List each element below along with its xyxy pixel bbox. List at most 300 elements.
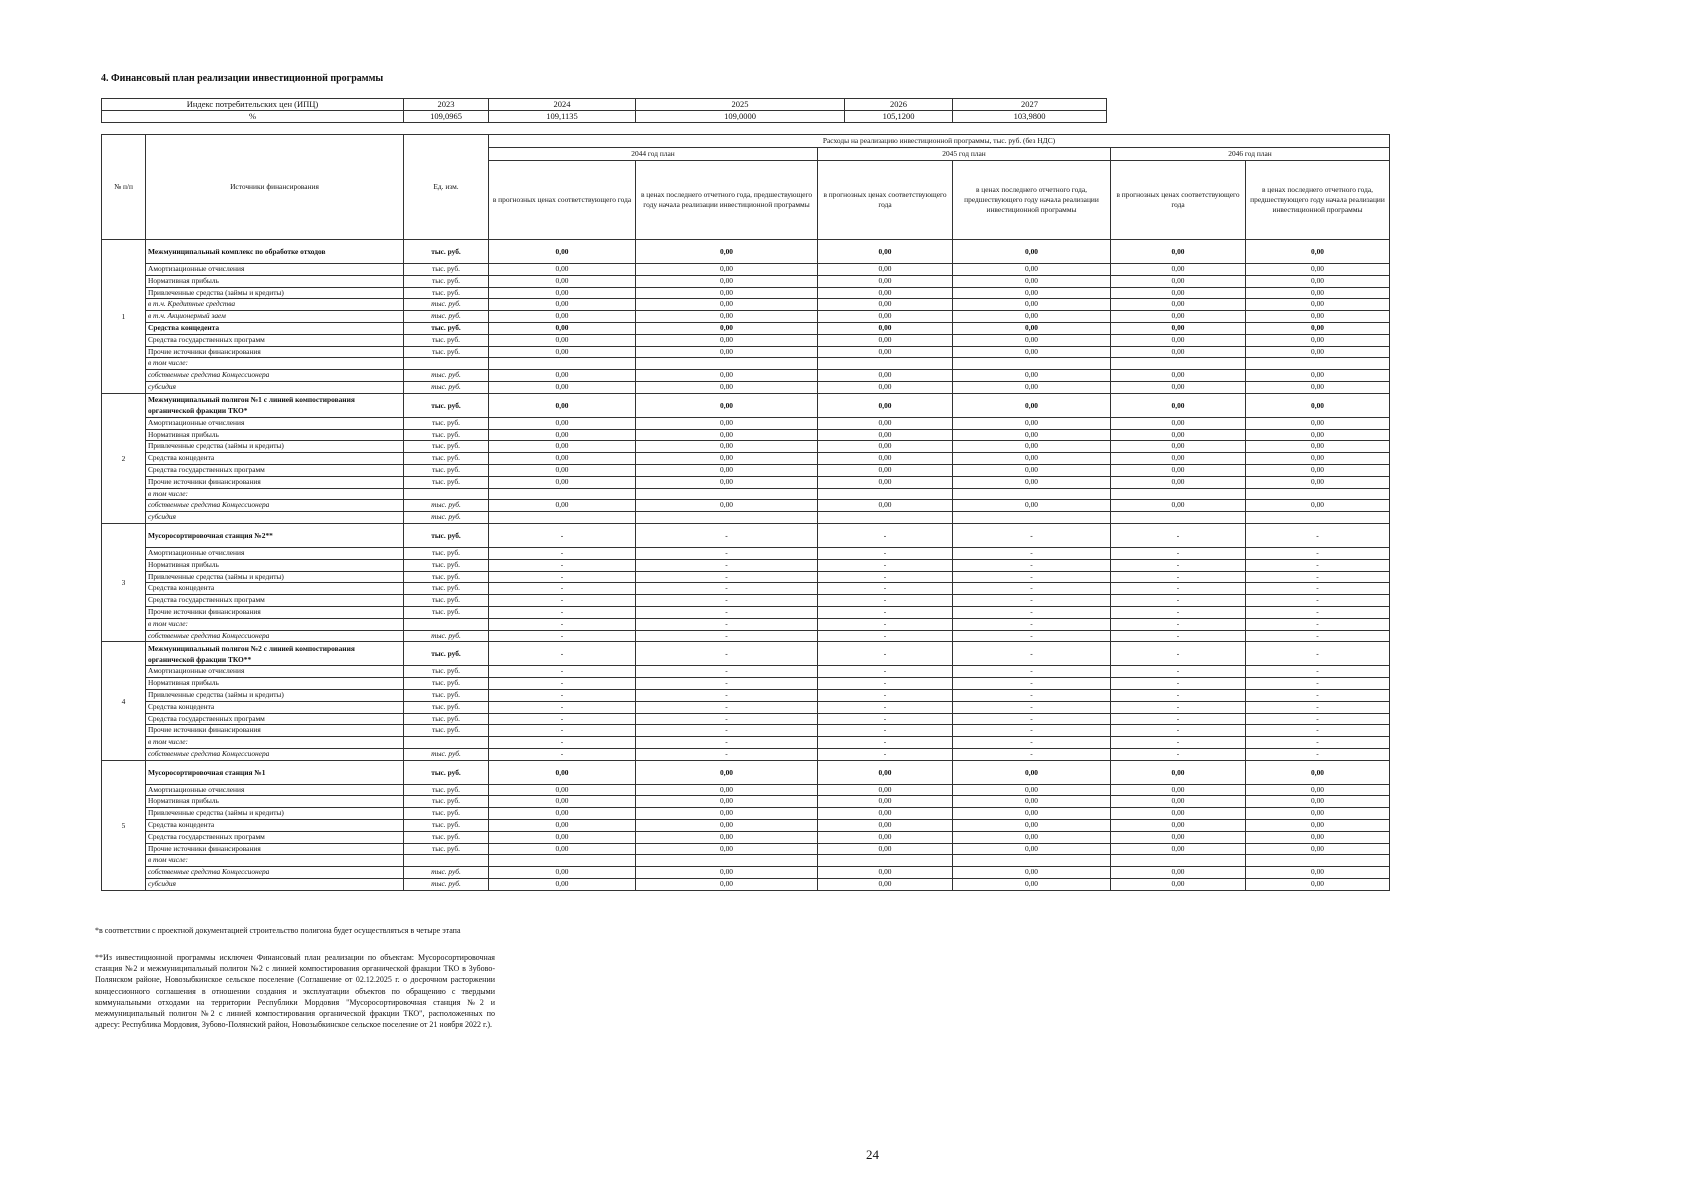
value-cell: 0,00: [489, 441, 636, 453]
value-cell: 0,00: [636, 429, 818, 441]
source-label: Нормативная прибыль: [146, 275, 404, 287]
value-cell: -: [489, 713, 636, 725]
value-cell: 0,00: [636, 322, 818, 334]
value-cell: 0,00: [953, 299, 1111, 311]
table-row: [102, 488, 1390, 500]
value-cell: 0,00: [953, 879, 1111, 891]
value-cell: -: [1246, 748, 1390, 760]
value-cell: 0,00: [489, 240, 636, 264]
value-cell: 0,00: [636, 287, 818, 299]
table-row: [102, 275, 1390, 287]
value-cell: 0,00: [489, 311, 636, 323]
value-cell: 0,00: [818, 879, 953, 891]
table-row: [102, 713, 1390, 725]
value-cell: -: [636, 547, 818, 559]
source-label: Прочие источники финансирования: [146, 476, 404, 488]
value-cell: -: [489, 748, 636, 760]
source-label: собственные средства Концессионера: [146, 867, 404, 879]
value-cell: 0,00: [489, 453, 636, 465]
value-cell: 0,00: [953, 453, 1111, 465]
value-cell: [818, 358, 953, 370]
value-cell: 0,00: [489, 784, 636, 796]
value-cell: 0,00: [489, 879, 636, 891]
value-cell: -: [489, 666, 636, 678]
value-cell: -: [1246, 725, 1390, 737]
value-cell: -: [636, 606, 818, 618]
source-label: Средства концедента: [146, 322, 404, 334]
value-cell: [818, 512, 953, 524]
table-row: [102, 500, 1390, 512]
value-cell: [1246, 512, 1390, 524]
table-row: [102, 287, 1390, 299]
source-label: Нормативная прибыль: [146, 678, 404, 690]
header-forecast-prices: в прогнозных ценах соответствующего года: [489, 161, 636, 240]
table-row: [102, 417, 1390, 429]
value-cell: -: [1246, 701, 1390, 713]
value-cell: -: [1111, 642, 1246, 666]
table-row: [102, 370, 1390, 382]
unit-cell: тыс. руб.: [404, 595, 489, 607]
value-cell: -: [818, 666, 953, 678]
table-row: [102, 725, 1390, 737]
unit-cell: тыс. руб.: [404, 867, 489, 879]
value-cell: -: [1111, 559, 1246, 571]
page-number: 24: [866, 1147, 879, 1162]
value-cell: -: [953, 595, 1111, 607]
value-cell: -: [1246, 630, 1390, 642]
financial-plan-body: [102, 240, 1390, 891]
value-cell: 0,00: [818, 476, 953, 488]
header-expenses: Расходы на реализацию инвестиционной программы, тыс. руб. (без НДС): [489, 135, 1390, 148]
value-cell: 0,00: [1111, 311, 1246, 323]
source-label: Средства концедента: [146, 453, 404, 465]
value-cell: 0,00: [953, 417, 1111, 429]
value-cell: 0,00: [1111, 843, 1246, 855]
value-cell: 0,00: [636, 393, 818, 417]
value-cell: -: [489, 701, 636, 713]
value-cell: 0,00: [953, 334, 1111, 346]
unit-cell: тыс. руб.: [404, 606, 489, 618]
table-row: [102, 867, 1390, 879]
table-row: [102, 784, 1390, 796]
table-row: [102, 831, 1390, 843]
footnote-stages: *в соответствии с проектной документацией строительство полигона будет осуществляться в четыре этапа: [95, 926, 461, 935]
cpi-label: Индекс потребительских цен (ИПЦ): [102, 99, 404, 111]
value-cell: -: [1111, 713, 1246, 725]
table-row: [102, 393, 1390, 417]
unit-cell: тыс. руб.: [404, 476, 489, 488]
value-cell: 0,00: [636, 760, 818, 784]
unit-cell: тыс. руб.: [404, 796, 489, 808]
value-cell: 0,00: [818, 843, 953, 855]
value-cell: -: [818, 678, 953, 690]
value-cell: 0,00: [489, 500, 636, 512]
group-number: 5: [102, 760, 146, 890]
cpi-values-row: [102, 111, 1107, 123]
unit-cell: тыс. руб.: [404, 559, 489, 571]
header-year: 2045 год план: [818, 148, 1111, 161]
value-cell: 0,00: [1246, 453, 1390, 465]
group-number: 1: [102, 240, 146, 394]
value-cell: -: [953, 559, 1111, 571]
value-cell: 0,00: [636, 820, 818, 832]
value-cell: 0,00: [489, 334, 636, 346]
cpi-year: 2025: [636, 99, 845, 111]
value-cell: 0,00: [1111, 464, 1246, 476]
value-cell: 0,00: [1246, 264, 1390, 276]
value-cell: -: [489, 583, 636, 595]
cpi-table: [101, 98, 1107, 123]
value-cell: 0,00: [1246, 299, 1390, 311]
unit-cell: тыс. руб.: [404, 512, 489, 524]
header-row-expenses: [102, 135, 1390, 148]
value-cell: 0,00: [489, 264, 636, 276]
value-cell: -: [489, 559, 636, 571]
value-cell: [953, 855, 1111, 867]
unit-cell: тыс. руб.: [404, 701, 489, 713]
value-cell: 0,00: [818, 334, 953, 346]
value-cell: 0,00: [489, 476, 636, 488]
table-row: [102, 523, 1390, 547]
value-cell: -: [636, 689, 818, 701]
unit-cell: тыс. руб.: [404, 571, 489, 583]
footnote-excluded-objects: **Из инвестиционной программы исключен Финансовый план реализации по объектам: Мусоросортировочная станция №2 и межмуниципальный полигон №2 с линией компостирования органической фракции ТКО в Зубово-Полянском районе, Новозыбкинское сельское поселение (Соглашение от 02.12.2025 г. о досрочном расторжении концессионного соглашения в отношении создания и эксплуатации объектов по обращению с твердыми коммунальными отходами на территории Республики Мордовия "Мусоросортировочная станция №2 и межмуниципальный полигон №2 с линией компостирования органической фракции ТКО", расположенных по адресу: Республика Мордовия, Зубово-Полянский район, Новозыбкинское сельское поселение от 21 ноября 2022 г.).: [95, 953, 495, 1030]
source-label: собственные средства Концессионера: [146, 748, 404, 760]
source-label: Мусоросортировочная станция №1: [146, 760, 404, 784]
value-cell: 0,00: [1111, 240, 1246, 264]
value-cell: 0,00: [489, 820, 636, 832]
value-cell: 0,00: [636, 311, 818, 323]
value-cell: 0,00: [1246, 429, 1390, 441]
value-cell: -: [636, 642, 818, 666]
value-cell: -: [1111, 583, 1246, 595]
value-cell: -: [818, 642, 953, 666]
value-cell: -: [636, 571, 818, 583]
value-cell: 0,00: [953, 476, 1111, 488]
value-cell: -: [818, 713, 953, 725]
value-cell: 0,00: [1111, 417, 1246, 429]
source-label: Прочие источники финансирования: [146, 725, 404, 737]
value-cell: -: [818, 606, 953, 618]
value-cell: -: [1246, 606, 1390, 618]
group-number: 3: [102, 523, 146, 641]
value-cell: 0,00: [1111, 796, 1246, 808]
unit-cell: тыс. руб.: [404, 441, 489, 453]
source-label: Средства государственных программ: [146, 713, 404, 725]
value-cell: 0,00: [953, 275, 1111, 287]
unit-cell: [404, 488, 489, 500]
source-label: Амортизационные отчисления: [146, 264, 404, 276]
value-cell: [818, 855, 953, 867]
value-cell: 0,00: [1246, 879, 1390, 891]
value-cell: 0,00: [1246, 240, 1390, 264]
table-row: [102, 737, 1390, 749]
value-cell: 0,00: [1246, 441, 1390, 453]
value-cell: -: [636, 737, 818, 749]
value-cell: -: [818, 725, 953, 737]
value-cell: [489, 855, 636, 867]
value-cell: 0,00: [818, 275, 953, 287]
table-row: [102, 547, 1390, 559]
value-cell: 0,00: [953, 843, 1111, 855]
value-cell: 0,00: [953, 311, 1111, 323]
value-cell: 0,00: [489, 429, 636, 441]
value-cell: [636, 488, 818, 500]
value-cell: -: [953, 571, 1111, 583]
value-cell: 0,00: [636, 500, 818, 512]
value-cell: 0,00: [1111, 381, 1246, 393]
unit-cell: тыс. руб.: [404, 500, 489, 512]
value-cell: 0,00: [1111, 820, 1246, 832]
value-cell: -: [818, 595, 953, 607]
value-cell: -: [1111, 618, 1246, 630]
value-cell: 0,00: [636, 441, 818, 453]
value-cell: 0,00: [818, 370, 953, 382]
unit-cell: тыс. руб.: [404, 583, 489, 595]
unit-cell: тыс. руб.: [404, 275, 489, 287]
value-cell: 0,00: [818, 264, 953, 276]
financial-plan-table: [101, 134, 1390, 891]
value-cell: 0,00: [636, 843, 818, 855]
table-row: [102, 322, 1390, 334]
header-base-prices: в ценах последнего отчетного года, предшествующего году начала реализации инвестиционной программы: [953, 161, 1111, 240]
value-cell: -: [489, 523, 636, 547]
source-label: субсидия: [146, 879, 404, 891]
unit-cell: тыс. руб.: [404, 464, 489, 476]
value-cell: 0,00: [818, 417, 953, 429]
value-cell: 0,00: [636, 784, 818, 796]
value-cell: 0,00: [818, 453, 953, 465]
unit-cell: тыс. руб.: [404, 748, 489, 760]
table-row: [102, 559, 1390, 571]
unit-cell: тыс. руб.: [404, 760, 489, 784]
value-cell: -: [818, 547, 953, 559]
value-cell: 0,00: [1246, 287, 1390, 299]
value-cell: -: [489, 678, 636, 690]
table-row: [102, 381, 1390, 393]
table-row: [102, 630, 1390, 642]
unit-cell: тыс. руб.: [404, 713, 489, 725]
unit-cell: тыс. руб.: [404, 346, 489, 358]
value-cell: [636, 358, 818, 370]
table-row: [102, 346, 1390, 358]
table-row: [102, 666, 1390, 678]
cpi-value: 109,1135: [489, 111, 636, 123]
value-cell: 0,00: [1111, 441, 1246, 453]
value-cell: -: [489, 606, 636, 618]
source-label: Межмуниципальный полигон №2 с линией компостирования органической фракции ТКО**: [146, 642, 404, 666]
value-cell: 0,00: [818, 784, 953, 796]
value-cell: 0,00: [1246, 796, 1390, 808]
value-cell: 0,00: [818, 820, 953, 832]
value-cell: -: [489, 618, 636, 630]
table-row: [102, 595, 1390, 607]
value-cell: -: [636, 583, 818, 595]
value-cell: 0,00: [489, 287, 636, 299]
unit-cell: тыс. руб.: [404, 453, 489, 465]
unit-cell: тыс. руб.: [404, 299, 489, 311]
value-cell: -: [953, 547, 1111, 559]
unit-cell: тыс. руб.: [404, 429, 489, 441]
value-cell: 0,00: [489, 867, 636, 879]
value-cell: 0,00: [636, 299, 818, 311]
header-forecast-prices: в прогнозных ценах соответствующего года: [818, 161, 953, 240]
unit-cell: тыс. руб.: [404, 843, 489, 855]
value-cell: -: [818, 571, 953, 583]
value-cell: 0,00: [818, 796, 953, 808]
value-cell: -: [818, 583, 953, 595]
cpi-value: 109,0000: [636, 111, 845, 123]
value-cell: -: [953, 689, 1111, 701]
value-cell: 0,00: [818, 240, 953, 264]
table-row: [102, 689, 1390, 701]
value-cell: -: [1111, 606, 1246, 618]
unit-cell: тыс. руб.: [404, 322, 489, 334]
value-cell: -: [636, 559, 818, 571]
unit-cell: тыс. руб.: [404, 630, 489, 642]
value-cell: 0,00: [953, 867, 1111, 879]
value-cell: 0,00: [818, 346, 953, 358]
value-cell: 0,00: [1111, 393, 1246, 417]
value-cell: 0,00: [489, 417, 636, 429]
table-row: [102, 748, 1390, 760]
source-label: Амортизационные отчисления: [146, 547, 404, 559]
value-cell: 0,00: [953, 287, 1111, 299]
unit-cell: тыс. руб.: [404, 547, 489, 559]
value-cell: [489, 358, 636, 370]
value-cell: [1111, 358, 1246, 370]
value-cell: 0,00: [818, 299, 953, 311]
value-cell: 0,00: [1246, 370, 1390, 382]
value-cell: 0,00: [1246, 311, 1390, 323]
value-cell: 0,00: [953, 322, 1111, 334]
unit-cell: тыс. руб.: [404, 642, 489, 666]
table-row: [102, 855, 1390, 867]
value-cell: 0,00: [1246, 464, 1390, 476]
table-row: [102, 796, 1390, 808]
value-cell: 0,00: [953, 831, 1111, 843]
value-cell: 0,00: [1111, 346, 1246, 358]
header-num: № п/п: [102, 135, 146, 240]
value-cell: 0,00: [489, 370, 636, 382]
value-cell: -: [489, 595, 636, 607]
value-cell: 0,00: [1111, 264, 1246, 276]
value-cell: -: [953, 618, 1111, 630]
source-label: Прочие источники финансирования: [146, 346, 404, 358]
value-cell: -: [818, 689, 953, 701]
value-cell: [636, 512, 818, 524]
value-cell: 0,00: [953, 370, 1111, 382]
header-unit: Ед. изм.: [404, 135, 489, 240]
unit-cell: тыс. руб.: [404, 523, 489, 547]
cpi-year: 2026: [845, 99, 953, 111]
value-cell: 0,00: [1246, 334, 1390, 346]
table-row: [102, 701, 1390, 713]
value-cell: 0,00: [818, 441, 953, 453]
value-cell: 0,00: [636, 867, 818, 879]
value-cell: -: [1246, 618, 1390, 630]
value-cell: -: [1246, 559, 1390, 571]
table-row: [102, 453, 1390, 465]
unit-cell: [404, 855, 489, 867]
value-cell: -: [1246, 547, 1390, 559]
value-cell: -: [1111, 571, 1246, 583]
value-cell: 0,00: [636, 476, 818, 488]
value-cell: [489, 488, 636, 500]
value-cell: -: [636, 725, 818, 737]
value-cell: -: [636, 701, 818, 713]
table-row: [102, 843, 1390, 855]
unit-cell: тыс. руб.: [404, 334, 489, 346]
value-cell: -: [1246, 583, 1390, 595]
value-cell: -: [1246, 571, 1390, 583]
value-cell: 0,00: [1246, 275, 1390, 287]
source-label: Привлеченные средства (займы и кредиты): [146, 571, 404, 583]
table-row: [102, 760, 1390, 784]
value-cell: -: [489, 630, 636, 642]
group-number: 4: [102, 642, 146, 760]
source-label: Прочие источники финансирования: [146, 606, 404, 618]
source-label: субсидия: [146, 512, 404, 524]
source-label: Нормативная прибыль: [146, 429, 404, 441]
value-cell: 0,00: [1111, 760, 1246, 784]
value-cell: 0,00: [818, 831, 953, 843]
unit-cell: тыс. руб.: [404, 666, 489, 678]
value-cell: 0,00: [953, 393, 1111, 417]
value-cell: 0,00: [636, 808, 818, 820]
value-cell: -: [1111, 725, 1246, 737]
value-cell: 0,00: [953, 784, 1111, 796]
value-cell: -: [636, 713, 818, 725]
value-cell: 0,00: [1246, 417, 1390, 429]
value-cell: [953, 512, 1111, 524]
value-cell: -: [489, 571, 636, 583]
table-row: [102, 264, 1390, 276]
value-cell: -: [1111, 701, 1246, 713]
cpi-unit: %: [102, 111, 404, 123]
unit-cell: тыс. руб.: [404, 879, 489, 891]
section-title: 4. Финансовый план реализации инвестиционной программы: [101, 73, 384, 84]
cpi-value: 105,1200: [845, 111, 953, 123]
source-label: Амортизационные отчисления: [146, 666, 404, 678]
value-cell: [636, 855, 818, 867]
value-cell: -: [1246, 689, 1390, 701]
value-cell: 0,00: [636, 264, 818, 276]
value-cell: 0,00: [953, 441, 1111, 453]
unit-cell: тыс. руб.: [404, 678, 489, 690]
value-cell: 0,00: [1246, 393, 1390, 417]
value-cell: 0,00: [1246, 381, 1390, 393]
unit-cell: [404, 618, 489, 630]
source-label: Привлеченные средства (займы и кредиты): [146, 287, 404, 299]
unit-cell: тыс. руб.: [404, 725, 489, 737]
value-cell: -: [489, 547, 636, 559]
value-cell: 0,00: [1246, 808, 1390, 820]
value-cell: [818, 488, 953, 500]
value-cell: -: [953, 642, 1111, 666]
table-row: [102, 808, 1390, 820]
value-cell: -: [1111, 689, 1246, 701]
value-cell: -: [1111, 523, 1246, 547]
value-cell: 0,00: [489, 843, 636, 855]
value-cell: 0,00: [1111, 275, 1246, 287]
table-row: [102, 879, 1390, 891]
value-cell: -: [636, 678, 818, 690]
header-year: 2046 год план: [1111, 148, 1390, 161]
unit-cell: тыс. руб.: [404, 808, 489, 820]
source-label: в том числе:: [146, 618, 404, 630]
value-cell: 0,00: [1246, 346, 1390, 358]
